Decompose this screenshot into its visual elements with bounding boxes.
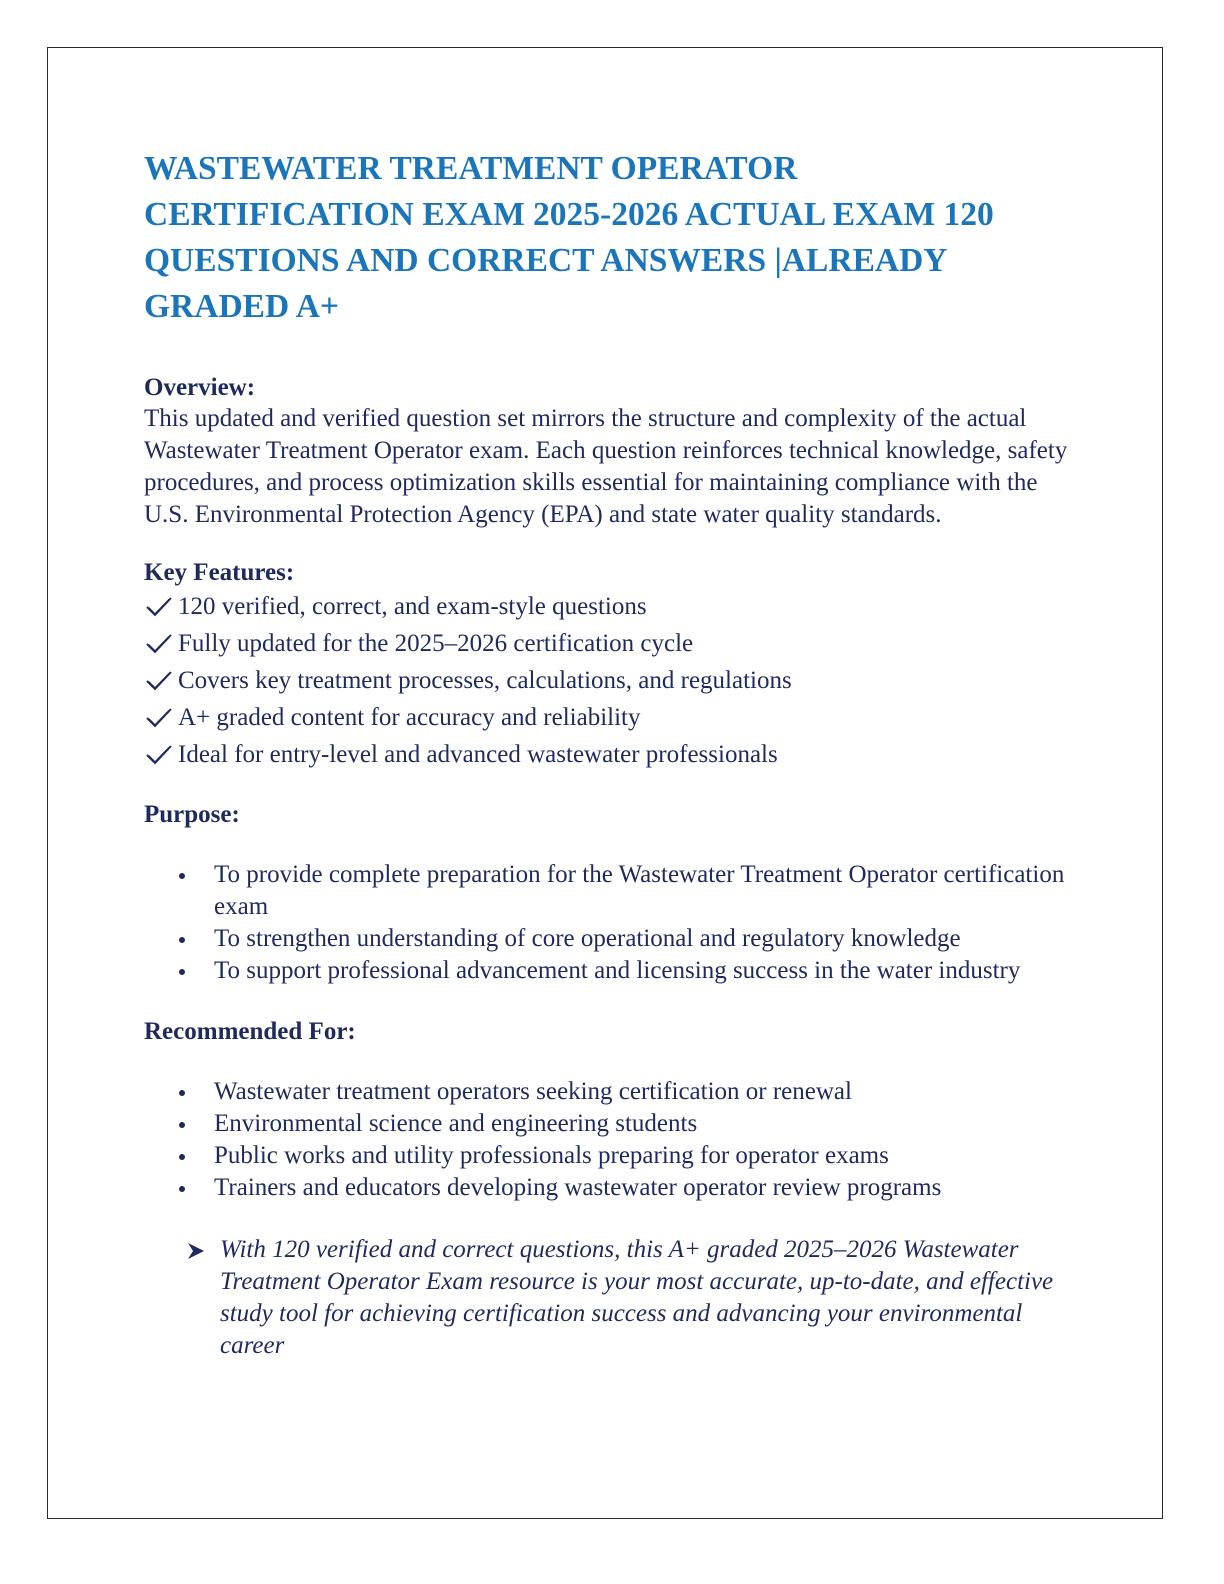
recommended-item (144, 1076, 1074, 1108)
spacer (144, 1047, 1074, 1076)
document-title: WASTEWATER TREATMENT OPERATOR CERTIFICATION EXAM 2025-2026 ACTUAL EXAM 120 QUESTIONS AND CORRECT ANSWERS |ALREADY GRADED A+ (144, 150, 994, 325)
bullet-icon (179, 1154, 185, 1160)
recommended-item (144, 1172, 1074, 1204)
purpose-item (144, 955, 1074, 987)
purpose-list (144, 859, 1074, 987)
document-body (144, 146, 1074, 1362)
spacer (144, 773, 1074, 799)
bullet-icon (179, 1090, 185, 1096)
purpose-item (144, 923, 1074, 955)
spacer (144, 1204, 1074, 1234)
check-icon (144, 669, 174, 693)
bullet-icon (179, 969, 185, 975)
spacer (144, 330, 1074, 372)
feature-item (144, 736, 1074, 773)
check-icon (144, 706, 174, 730)
recommended-for-list (144, 1076, 1074, 1204)
bullet-icon (179, 873, 185, 879)
purpose-text: To support professional advancement and licensing success in the water industry (214, 957, 1021, 984)
recommended-text: Public works and utility professionals preparing for operator exams (214, 1142, 889, 1169)
feature-item (144, 625, 1074, 662)
overview-heading: Overview: (144, 374, 256, 401)
arrow-bullet-icon (186, 1241, 206, 1261)
feature-item (144, 662, 1074, 699)
recommended-for-heading: Recommended For: (144, 1018, 356, 1045)
feature-text: Fully updated for the 2025–2026 certification cycle (178, 630, 694, 657)
spacer (144, 987, 1074, 1016)
closing-text: With 120 verified and correct questions, this A+ graded 2025–2026 Wastewater Treatment Operator Exam resource is your most accurate, up-to-date, and effective study tool for achieving certification success and advancing your environmental career (220, 1236, 1054, 1359)
feature-item (144, 588, 1074, 625)
key-features-list (144, 588, 1074, 773)
overview-text: This updated and verified question set mirrors the structure and complexity of the actual Wastewater Treatment Operator exam. Each question reinforces technical knowledge, safety procedures, and process optimization skills essential for maintaining compliance with the U.S. Environmental Protection Agency (EPA) and state water quality standards. (144, 405, 1068, 528)
spacer (144, 531, 1074, 557)
feature-text: Covers key treatment processes, calculations, and regulations (178, 667, 792, 694)
recommended-text: Wastewater treatment operators seeking certification or renewal (214, 1078, 852, 1105)
bullet-icon (179, 937, 185, 943)
check-icon (144, 632, 174, 656)
purpose-item (144, 859, 1074, 923)
bullet-icon (179, 1186, 185, 1192)
recommended-text: Environmental science and engineering students (214, 1110, 698, 1137)
feature-text: Ideal for entry-level and advanced wastewater professionals (178, 741, 778, 768)
recommended-item (144, 1140, 1074, 1172)
purpose-text: To provide complete preparation for the Wastewater Treatment Operator certification exam (214, 861, 1065, 920)
feature-text: 120 verified, correct, and exam-style questions (178, 593, 647, 620)
check-icon (144, 743, 174, 767)
recommended-item (144, 1108, 1074, 1140)
purpose-text: To strengthen understanding of core operational and regulatory knowledge (214, 925, 961, 952)
feature-text: A+ graded content for accuracy and reliability (178, 704, 641, 731)
spacer (144, 830, 1074, 859)
check-icon (144, 595, 174, 619)
purpose-heading: Purpose: (144, 801, 240, 828)
closing-statement (144, 1234, 1074, 1362)
feature-item (144, 699, 1074, 736)
key-features-heading: Key Features: (144, 559, 295, 586)
bullet-icon (179, 1122, 185, 1128)
recommended-text: Trainers and educators developing wastewater operator review programs (214, 1174, 942, 1201)
